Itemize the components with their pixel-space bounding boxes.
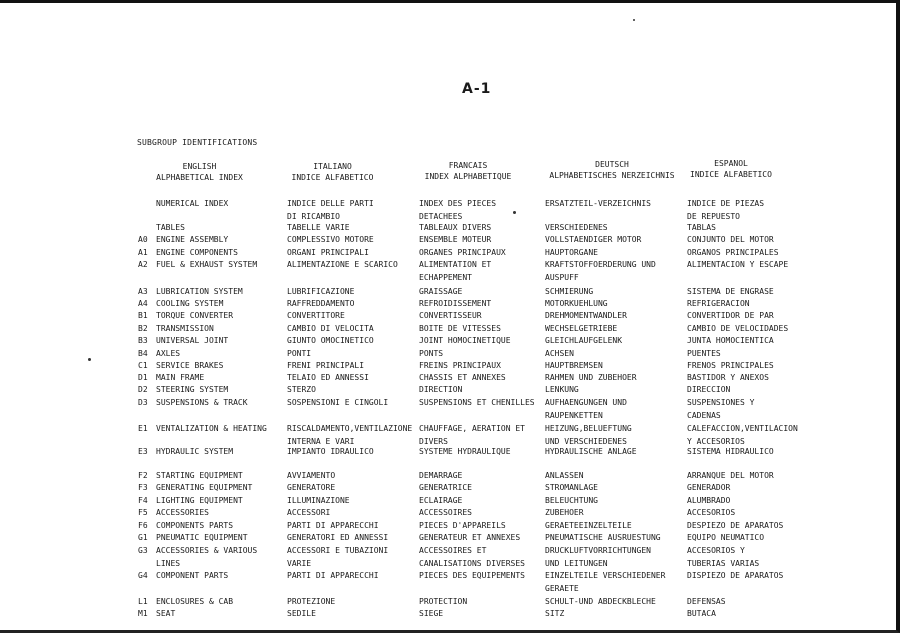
scan-speck [633,19,635,21]
header-francais [418,160,518,182]
cell-it: PARTI DI APPARECCHI [287,571,379,580]
cell-es: SISTEMA DE ENGRASE [687,287,774,296]
cell-fr: REFROIDISSEMENT [419,299,492,308]
cell-es: REFRIGERACION [687,299,750,308]
row-code: B4 [138,349,148,358]
cell-en: AXLES [156,349,181,358]
cell-it: STERZO [287,385,316,394]
cell-es: INDICE DE PIEZAS DE REPUESTO [687,199,765,221]
cell-it: ACCESSORI E TUBAZIONI VARIE [287,546,389,568]
cell-es: DISPIEZO DE APARATOS [687,571,784,580]
cell-it: ALIMENTAZIONE E SCARICO [287,260,398,269]
cell-de: BELEUCHTUNG [545,496,598,505]
cell-de: SCHULT-UND ABDECKBLECHE [545,597,656,606]
cell-en: STEERING SYSTEM [156,385,229,394]
cell-de: HAUPTBREMSEN [545,361,603,370]
cell-en: STARTING EQUIPMENT [156,471,243,480]
cell-es: FRENOS PRINCIPALES [687,361,774,370]
header-deutsch [543,159,681,181]
row-code: A2 [138,260,148,269]
header-lang: DEUTSCH [595,160,629,169]
cell-it: RISCALDAMENTO,VENTILAZIONE INTERNA E VARI [287,424,413,446]
cell-fr: CONVERTISSEUR [419,311,482,320]
cell-es: SUSPENSIONES Y CADENAS [687,398,755,420]
header-lang: FRANCAIS [448,161,488,170]
cell-it: TABELLE VARIE [287,223,350,232]
cell-de: RAHMEN UND ZUBEHOER [545,373,637,382]
cell-fr: PIECES D'APPAREILS [419,521,506,530]
cell-it: ACCESSORI [287,508,331,517]
cell-de: STROMANLAGE [545,483,598,492]
cell-it: ILLUMINAZIONE [287,496,350,505]
cell-fr: BOITE DE VITESSES [419,324,501,333]
cell-en: SERVICE BRAKES [156,361,224,370]
row-code: F2 [138,471,148,480]
cell-de: HYDRAULISCHE ANLAGE [545,447,637,456]
row-code: A1 [138,248,148,257]
row-code: D1 [138,373,148,382]
row-code: C1 [138,361,148,370]
row-code: B1 [138,311,148,320]
cell-es: ORGANOS PRINCIPALES [687,248,779,257]
cell-it: FRENI PRINCIPALI [287,361,365,370]
cell-it: SEDILE [287,609,316,618]
cell-es: EQUIPO NEUMATICO [687,533,765,542]
cell-fr: PIECES DES EQUIPEMENTS [419,571,525,580]
cell-en: ENGINE ASSEMBLY [156,235,229,244]
cell-fr: GENERATEUR ET ANNEXES [419,533,521,542]
cell-en: MAIN FRAME [156,373,205,382]
cell-es: JUNTA HOMOCIENTICA [687,336,774,345]
cell-it: PONTI [287,349,312,358]
row-code: G4 [138,571,148,580]
cell-en: LIGHTING EQUIPMENT [156,496,243,505]
cell-it: IMPIANTO IDRAULICO [287,447,374,456]
row-code: M1 [138,609,148,618]
header-italiano [285,161,380,183]
cell-en: VENTALIZATION & HEATING [156,424,267,433]
cell-es: CAMBIO DE VELOCIDADES [687,324,789,333]
cell-de: VOLLSTAENDIGER MOTOR [545,235,642,244]
header-english [152,161,247,183]
cell-en: TABLES [156,223,185,232]
cell-fr: TABLEAUX DIVERS [419,223,492,232]
header-lang: ITALIANO [313,162,352,171]
cell-fr: CHAUFFAGE, AERATION ET DIVERS [419,424,525,446]
cell-fr: FREINS PRINCIPAUX [419,361,501,370]
cell-es: DIRECCION [687,385,731,394]
cell-it: GENERATORE [287,483,336,492]
cell-de: SITZ [545,609,565,618]
cell-en: GENERATING EQUIPMENT [156,483,253,492]
cell-es: ALIMENTACION Y ESCAPE [687,260,789,269]
cell-en: ENCLOSURES & CAB [156,597,234,606]
cell-it: TELAIO ED ANNESSI [287,373,369,382]
cell-de: ANLASSEN [545,471,584,480]
cell-en: SUSPENSIONS & TRACK [156,398,248,407]
cell-it: PARTI DI APPARECCHI [287,521,379,530]
cell-fr: CHASSIS ET ANNEXES [419,373,506,382]
cell-es: SISTEMA HIDRAULICO [687,447,774,456]
row-code: G1 [138,533,148,542]
cell-de: PNEUMATISCHE AUSRUESTUNG [545,533,661,542]
header-sub: ALPHABETISCHES NERZEICHNIS [549,171,675,180]
cell-en: COMPONENT PARTS [156,571,229,580]
cell-de: LENKUNG [545,385,579,394]
cell-en: LUBRICATION SYSTEM [156,287,243,296]
cell-de: VERSCHIEDENES [545,223,608,232]
cell-de: AUFHAENGUNGEN UND RAUPENKETTEN [545,398,627,420]
cell-en: ACCESSORIES [156,508,209,517]
cell-de: ACHSEN [545,349,574,358]
cell-es: GENERADOR [687,483,731,492]
cell-fr: SUSPENSIONS ET CHENILLES [419,398,535,407]
cell-de: WECHSELGETRIEBE [545,324,618,333]
cell-es: ALUMBRADO [687,496,731,505]
cell-es: DESPIEZO DE APARATOS [687,521,784,530]
cell-it: CAMBIO DI VELOCITA [287,324,374,333]
cell-de: ERSATZTEIL-VERZEICHNIS [545,199,651,208]
row-code: A3 [138,287,148,296]
cell-fr: PONTS [419,349,444,358]
cell-fr: ENSEMBLE MOTEUR [419,235,492,244]
cell-es: TABLAS [687,223,716,232]
cell-it: CONVERTITORE [287,311,345,320]
row-code: E1 [138,424,148,433]
cell-de: DRUCKLUFTVORRICHTUNGEN UND LEITUNGEN [545,546,651,568]
cell-fr: INDEX DES PIECES DETACHEES [419,199,497,221]
cell-es: BUTACA [687,609,716,618]
cell-fr: SIEGE [419,609,444,618]
header-lang: ENGLISH [182,162,217,171]
row-code: F5 [138,508,148,517]
row-code: F3 [138,483,148,492]
header-sub: INDICE ALFABETICO [690,170,772,179]
cell-de: MOTORKUEHLUNG [545,299,608,308]
row-code: A0 [138,235,148,244]
cell-es: CALEFACCION,VENTILACION Y ACCESORIOS [687,424,798,446]
header-sub: INDICE ALFABETICO [291,173,374,182]
row-code: G3 [138,546,148,555]
header-espanol [686,158,776,180]
subgroup-label: SUBGROUP IDENTIFICATIONS [137,138,258,147]
cell-it: GIUNTO OMOCINETICO [287,336,374,345]
cell-it: ORGANI PRINCIPALI [287,248,369,257]
cell-es: DEFENSAS [687,597,726,606]
cell-it: SOSPENSIONI E CINGOLI [287,398,389,407]
cell-de: SCHMIERUNG [545,287,594,296]
cell-es: ACCESORIOS [687,508,736,517]
cell-en: TORQUE CONVERTER [156,311,234,320]
row-code: D3 [138,398,148,407]
scan-speck [88,358,91,361]
cell-it: COMPLESSIVO MOTORE [287,235,374,244]
cell-fr: PROTECTION [419,597,468,606]
cell-en: COMPONENTS PARTS [156,521,234,530]
cell-fr: ECLAIRAGE [419,496,463,505]
header-sub: INDEX ALPHABETIQUE [424,172,512,181]
cell-en: TRANSMISSION [156,324,214,333]
row-code: B2 [138,324,148,333]
cell-es: BASTIDOR Y ANEXOS [687,373,769,382]
cell-de: HAUPTORGANE [545,248,598,257]
cell-de: GERAETEEINZELTEILE [545,521,632,530]
cell-en: ENGINE COMPONENTS [156,248,238,257]
row-code: B3 [138,336,148,345]
cell-en: FUEL & EXHAUST SYSTEM [156,260,258,269]
cell-en: HYDRAULIC SYSTEM [156,447,234,456]
cell-fr: JOINT HOMOCINETIQUE [419,336,511,345]
cell-de: EINZELTEILE VERSCHIEDENER GERAETE [545,571,666,593]
header-sub: ALPHABETICAL INDEX [156,173,243,182]
cell-en: COOLING SYSTEM [156,299,224,308]
cell-fr: SYSTEME HYDRAULIQUE [419,447,511,456]
row-code: E3 [138,447,148,456]
row-code: F4 [138,496,148,505]
cell-en: ACCESSORIES & VARIOUS LINES [156,546,258,568]
cell-fr: ALIMENTATION ET ECHAPPEMENT [419,260,492,282]
cell-es: ARRANQUE DEL MOTOR [687,471,774,480]
cell-de: GLEICHLAUFGELENK [545,336,623,345]
cell-es: PUENTES [687,349,721,358]
cell-es: CONJUNTO DEL MOTOR [687,235,774,244]
cell-fr: GENERATRICE [419,483,472,492]
cell-en: PNEUMATIC EQUIPMENT [156,533,248,542]
cell-it: AVVIAMENTO [287,471,336,480]
row-code: D2 [138,385,148,394]
cell-de: ZUBEHOER [545,508,584,517]
cell-es: ACCESORIOS Y TUBERIAS VARIAS [687,546,760,568]
cell-en: NUMERICAL INDEX [156,199,229,208]
cell-fr: GRAISSAGE [419,287,463,296]
header-lang: ESPANOL [714,159,748,168]
scan-speck [513,211,516,214]
cell-de: KRAFTSTOFFOERDERUNG UND AUSPUFF [545,260,656,282]
row-code: A4 [138,299,148,308]
cell-de: HEIZUNG,BELUEFTUNG UND VERSCHIEDENES [545,424,632,446]
cell-it: LUBRIFICAZIONE [287,287,355,296]
row-code: L1 [138,597,148,606]
cell-en: SEAT [156,609,176,618]
page-title: A-1 [462,81,492,97]
cell-es: CONVERTIDOR DE PAR [687,311,774,320]
cell-it: PROTEZIONE [287,597,336,606]
cell-fr: DEMARRAGE [419,471,463,480]
cell-fr: ORGANES PRINCIPAUX [419,248,506,257]
row-code: F6 [138,521,148,530]
cell-de: DREHMOMENTWANDLER [545,311,627,320]
cell-it: GENERATORI ED ANNESSI [287,533,389,542]
cell-fr: ACCESSOIRES [419,508,472,517]
cell-it: RAFFREDDAMENTO [287,299,355,308]
cell-fr: ACCESSOIRES ET CANALISATIONS DIVERSES [419,546,525,568]
cell-en: UNIVERSAL JOINT [156,336,229,345]
cell-it: INDICE DELLE PARTI DI RICAMBIO [287,199,374,221]
cell-fr: DIRECTION [419,385,463,394]
